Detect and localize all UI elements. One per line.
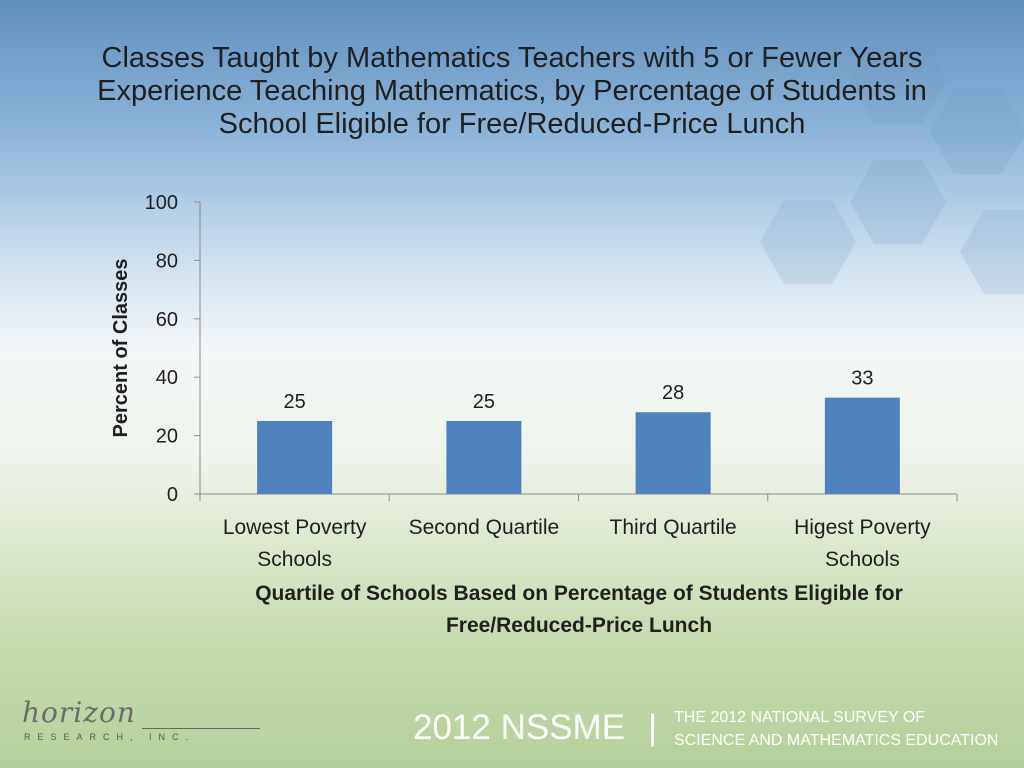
x-tick-label: Schools	[257, 548, 332, 571]
y-tick-label: 60	[155, 308, 178, 331]
bar	[825, 398, 900, 494]
data-label: 25	[472, 391, 495, 413]
x-tick-label: Second Quartile	[408, 516, 560, 539]
y-axis-title: Percent of Classes	[110, 258, 132, 438]
survey-long-line: THE 2012 NATIONAL SURVEY OF	[674, 709, 926, 726]
x-tick-label: Lowest Poverty	[222, 516, 367, 539]
y-tick-label: 80	[155, 250, 178, 273]
x-axis-title: Quartile of Schools Based on Percentage of Students Eligible for	[255, 582, 903, 605]
x-tick-label: Schools	[825, 548, 900, 571]
horizon-logo	[22, 696, 242, 750]
x-tick-label: Higest Poverty	[794, 516, 931, 539]
logo-rule	[142, 728, 260, 729]
survey-long-line: SCIENCE AND MATHEMATICS EDUCATION	[674, 732, 999, 749]
footer-separator: |	[648, 708, 658, 747]
chart-title-line: Experience Teaching Mathematics, by Percentage of Students in	[97, 75, 927, 107]
logo-script-text: horizon	[22, 696, 136, 729]
bar	[636, 412, 711, 494]
survey-long-name	[674, 706, 998, 752]
y-tick-label: 20	[155, 425, 178, 448]
logo-subtitle: RESEARCH, INC.	[24, 732, 196, 742]
data-label: 25	[283, 391, 306, 413]
x-tick-label: Third Quartile	[609, 516, 737, 539]
data-label: 33	[851, 367, 874, 390]
bar	[446, 421, 521, 494]
chart-title-line: Classes Taught by Mathematics Teachers with 5 or Fewer Years	[101, 42, 923, 74]
y-tick-label: 40	[155, 367, 178, 390]
y-tick-label: 100	[144, 192, 178, 214]
data-label: 28	[662, 382, 685, 405]
x-axis-title: Free/Reduced-Price Lunch	[445, 614, 713, 637]
y-tick-label: 0	[166, 484, 178, 506]
chart-title-line: School Eligible for Free/Reduced-Price Lunch	[218, 108, 806, 140]
bar	[257, 421, 332, 494]
survey-short-name: 2012 NSSME	[413, 708, 626, 747]
